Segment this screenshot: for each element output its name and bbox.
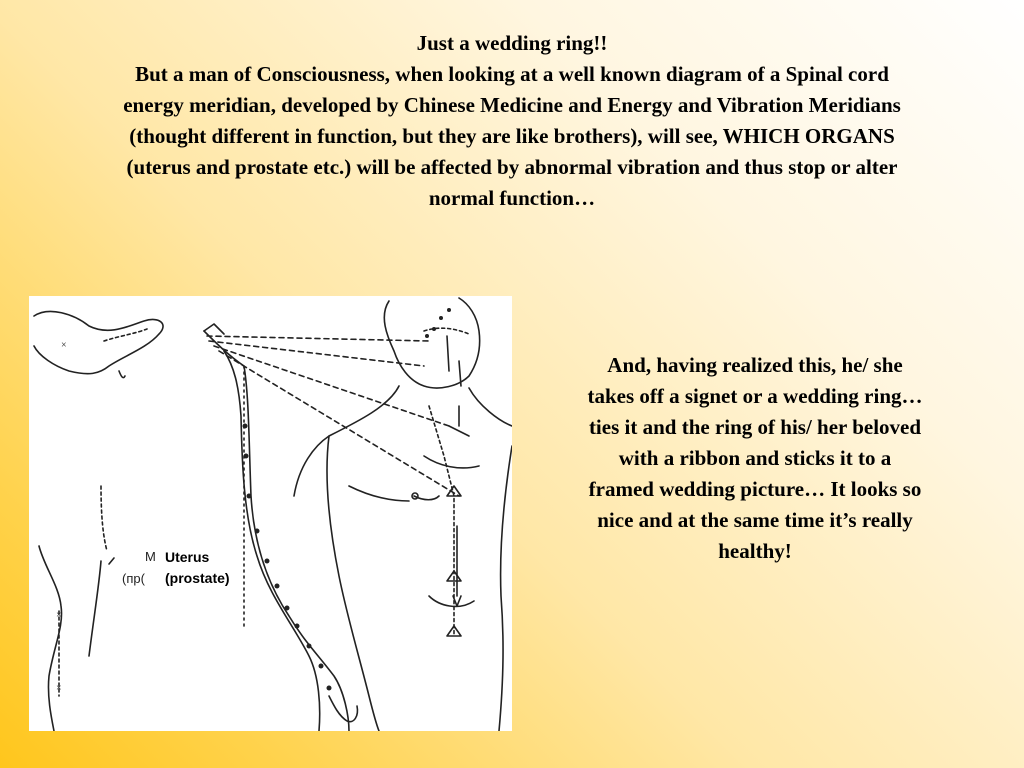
svg-text:×: × [56,610,62,621]
side-line: with a ribbon and sticks it to a [618,446,892,470]
intro-line: (thought different in function, but they are like brothers), will see, WHICH ORGANS [129,124,895,148]
figure-label-uterus: Uterus [165,549,210,565]
svg-text:×: × [56,683,62,694]
meridian-drawing [29,296,512,731]
intro-text-block [24,28,1000,214]
side-line: And, having realized this, he/ she [607,353,903,377]
side-line: framed wedding picture… It looks so [588,477,922,501]
figure-label-m: М [145,549,156,564]
figure-label-prostate: (prostate) [165,570,230,586]
intro-line: But a man of Consciousness, when looking at a well known diagram of a Spinal cord [135,62,889,86]
intro-line: normal function… [428,186,596,210]
figure-label-pr: (пр( [122,571,145,586]
side-line: healthy! [718,539,792,563]
side-line: ties it and the ring of his/ her beloved [588,415,922,439]
slide-title: Just a wedding ring!! [416,31,608,55]
intro-line: energy meridian, developed by Chinese Medicine and Energy and Vibration Meridians [123,93,901,117]
side-line: takes off a signet or a wedding ring… [587,384,923,408]
side-line: nice and at the same time it’s really [597,508,913,532]
intro-line: (uterus and prostate etc.) will be affected by abnormal vibration and thus stop or alter [126,155,898,179]
side-text-block [540,350,970,567]
svg-text:×: × [61,340,67,351]
meridian-diagram [29,296,512,731]
